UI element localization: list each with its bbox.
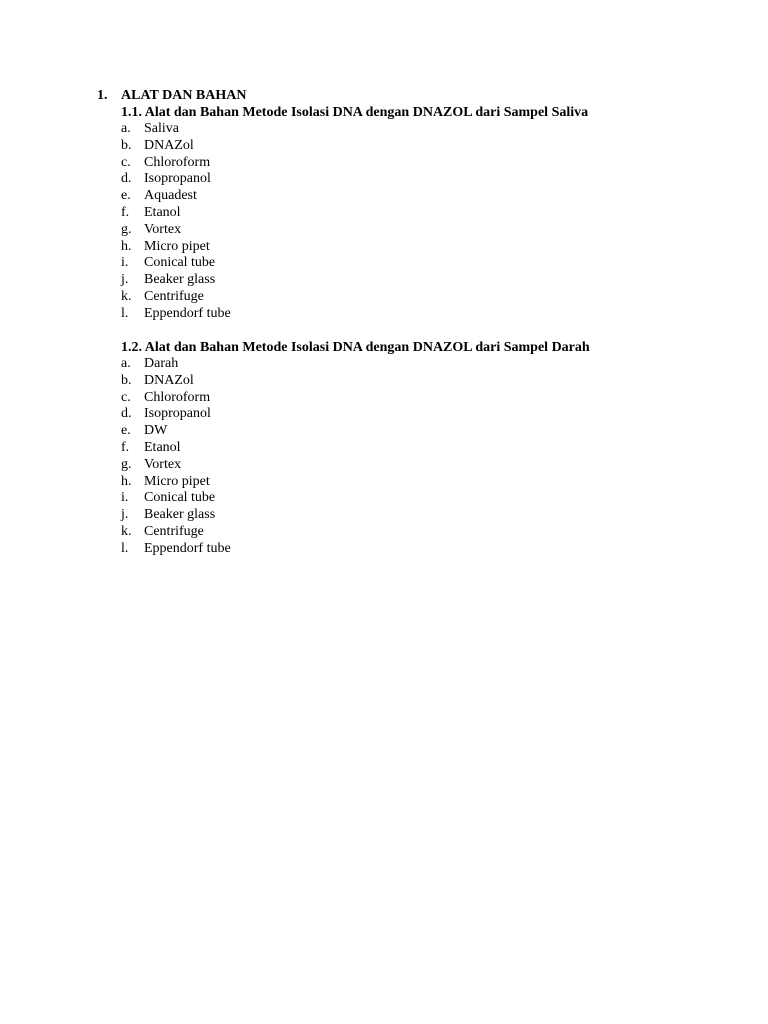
list-item [121,188,741,205]
list-item-marker: e. [121,188,131,204]
list-item-text: Vortex [144,221,182,237]
list-item-text: DNAZol [144,137,194,153]
list-item [121,121,741,138]
list-item-marker: g. [121,456,132,472]
list-item [121,406,741,423]
list-item-marker: f. [121,204,130,220]
section-title: 1.1. Alat dan Bahan Metode Isolasi DNA dengan DNAZOL dari Sampel Saliva [121,105,589,120]
list-item-text: Conical tube [144,255,216,271]
list-item-marker: c. [121,389,131,405]
list-item-marker: f. [121,439,130,455]
list-item [121,205,741,222]
list-item-marker: b. [121,137,132,153]
list-item-text: Conical tube [144,490,216,506]
list-item-marker: a. [121,356,131,371]
list-item-text: Aquadest [144,188,197,204]
list-item-text: Eppendorf tube [144,540,231,556]
list-item [121,306,741,323]
list-item-marker: e. [121,423,131,439]
list-item [121,507,741,524]
list-item [121,440,741,457]
list-item-text: Isopropanol [144,406,211,422]
list-item-marker: i. [121,255,129,271]
list-item-text: Isopropanol [144,171,211,187]
materials-list [121,121,741,323]
heading-title: ALAT DAN BAHAN [121,88,247,103]
list-item [121,373,741,390]
list-item-text: Vortex [144,456,182,472]
list-item-marker: b. [121,372,132,388]
list-item-marker: h. [121,238,132,254]
list-item-marker: c. [121,154,131,170]
list-item-marker: j. [121,507,129,523]
list-item [121,222,741,239]
list-item-text: Chloroform [144,154,211,170]
list-item-text: Centrifuge [144,523,204,539]
list-item-text: Saliva [144,121,179,136]
list-item-marker: d. [121,406,132,422]
list-item [121,272,741,289]
list-item-text: Beaker glass [144,272,216,288]
list-item-text: Chloroform [144,389,211,405]
list-item-text: Etanol [144,204,181,220]
list-item [121,356,741,373]
list-item-marker: j. [121,272,129,288]
list-item-text: Beaker glass [144,507,216,523]
section-saliva [121,104,741,323]
list-item [121,423,741,440]
main-heading [97,87,247,104]
list-item [121,474,741,491]
list-item-text: Etanol [144,439,181,455]
list-item [121,457,741,474]
list-item [121,155,741,172]
list-item-marker: d. [121,171,132,187]
list-item-marker: l. [121,305,129,321]
list-item-marker: a. [121,121,131,136]
list-item-marker: l. [121,540,129,556]
list-item [121,239,741,256]
list-item-text: Darah [144,356,179,371]
list-item-marker: k. [121,288,132,304]
materials-list [121,356,741,558]
list-item-marker: g. [121,221,132,237]
list-item-text: DW [144,423,168,439]
list-item [121,541,741,558]
section-darah [121,339,741,558]
list-item-text: Micro pipet [144,473,210,489]
section-title: 1.2. Alat dan Bahan Metode Isolasi DNA dengan DNAZOL dari Sampel Darah [121,340,590,355]
list-item [121,524,741,541]
list-item-text: Eppendorf tube [144,305,231,321]
list-item [121,255,741,272]
list-item-text: DNAZol [144,372,194,388]
list-item [121,289,741,306]
list-item-marker: k. [121,523,132,539]
list-item [121,490,741,507]
list-item-marker: h. [121,473,132,489]
heading-number: 1. [97,88,108,103]
list-item-text: Micro pipet [144,238,210,254]
list-item [121,138,741,155]
list-item-text: Centrifuge [144,288,204,304]
list-item [121,171,741,188]
list-item [121,390,741,407]
list-item-marker: i. [121,490,129,506]
